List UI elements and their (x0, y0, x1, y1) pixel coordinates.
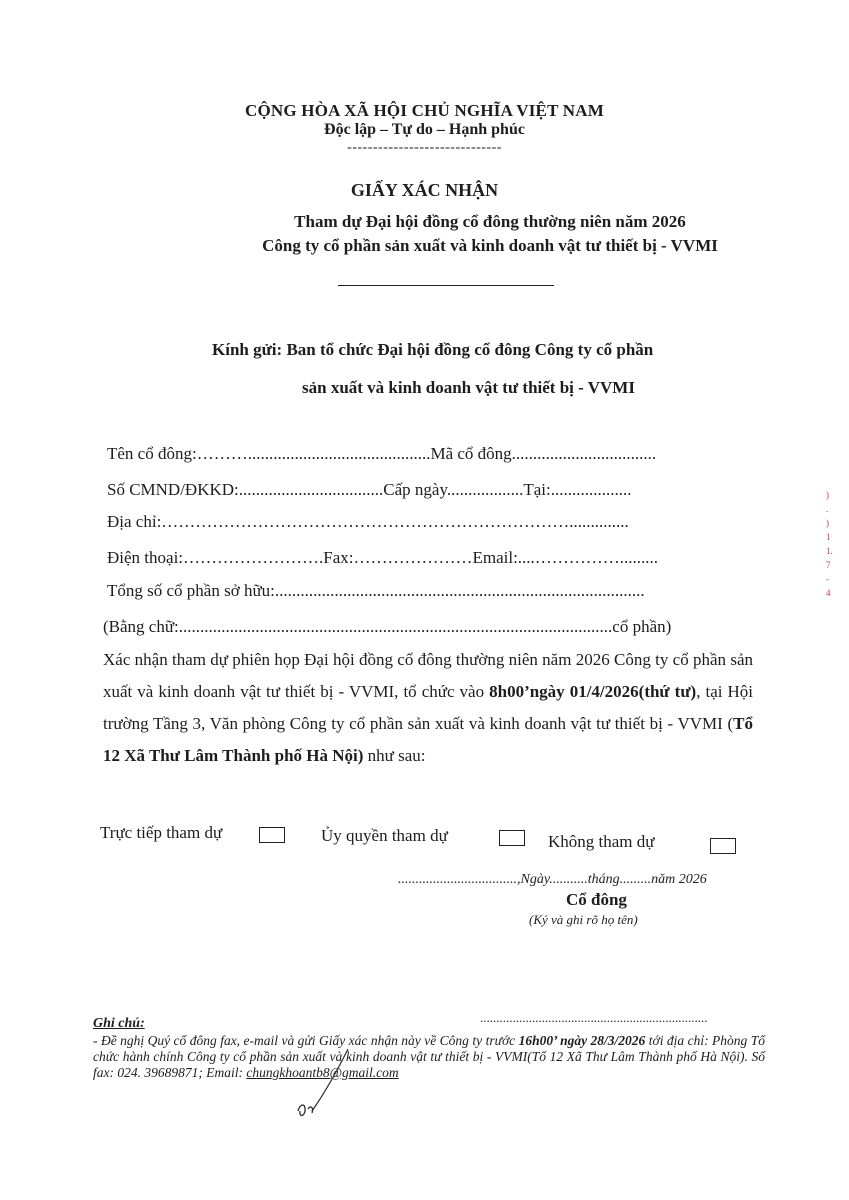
national-motto: Độc lập – Tự do – Hạnh phúc (324, 121, 525, 138)
shareholder-label: Cổ đông (566, 890, 627, 909)
confirmation-text-2: , tại Hội trường Tầng 3, Văn phòng Công ty cổ phần sản xuất và kinh doanh vật tư thiết bị - VVMI ( (103, 682, 753, 733)
ink-mark-icon (290, 1045, 370, 1125)
field-shareholder-name-code[interactable]: Tên cổ đông:………...........................................Mã cổ đông.................................. (107, 444, 657, 463)
note-text-1: - Đề nghị Quý cổ đông fax, e-mail và gửi Giấy xác nhận này về Công ty trước (93, 1033, 519, 1048)
note-text (93, 1033, 765, 1081)
field-total-shares[interactable]: Tổng số cổ phần sở hữu:....................................................................................... (107, 581, 645, 600)
checkbox-not-attend[interactable] (710, 838, 736, 854)
meeting-location: Tổ 12 Xã Thư Lâm Thành phố Hà Nội) (103, 714, 753, 765)
signature-instruction: (Ký và ghi rõ họ tên) (529, 912, 638, 927)
subtitle-company: Công ty cổ phần sản xuất và kinh doanh vật tư thiết bị - VVMI (262, 236, 718, 255)
signature-line[interactable]: ...................................................................... (480, 1010, 708, 1025)
confirmation-text-1: Xác nhận tham dự phiên họp Đại hội đồng cổ đông thường niên năm 2026 Công ty cổ phần sản xuất và kinh doanh vật tư thiết bị - VVMI, tổ chức vào (103, 650, 753, 701)
note-deadline: 16h00’ ngày 28/3/2026 (518, 1033, 646, 1048)
field-address[interactable]: Địa chỉ:……………………………………………………………….............. (107, 512, 629, 531)
option-proxy-label: Ủy quyền tham dự (321, 826, 448, 845)
note-title: Ghi chú: (93, 1016, 145, 1031)
addressee-line-2: sản xuất và kinh doanh vật tư thiết bị - VVMI (302, 378, 635, 397)
checkbox-attend-directly[interactable] (259, 827, 285, 843)
header-separator: ------------------------------ (347, 140, 502, 155)
field-id-issue[interactable]: Số CMND/ĐKKD:..................................Cấp ngày..................Tại:................... (107, 480, 632, 499)
note-email-link[interactable]: chungkhoantb8@gmail.com (246, 1065, 399, 1080)
addressee-line-1: Kính gửi: Ban tổ chức Đại hội đồng cổ đông Công ty cổ phần (212, 340, 654, 359)
field-phone-fax-email[interactable]: Điện thoại:…………………….Fax:…………………Email:....……………......... (107, 548, 659, 567)
option-attend-directly-label: Trực tiếp tham dự (100, 823, 223, 842)
signature-date-line[interactable]: ..................................,Ngày...........tháng.........năm 2026 (398, 872, 707, 887)
confirmation-text-3: như sau: (363, 746, 426, 765)
field-shares-in-words[interactable]: (Bằng chữ:......................................................................................................cổ phần) (103, 617, 672, 636)
meeting-time: 8h00’ngày 01/4/2026(thứ tư) (489, 682, 697, 701)
document-title: GIẤY XÁC NHẬN (350, 180, 499, 200)
republic-title: CỘNG HÒA XÃ HỘI CHỦ NGHĨA VIỆT NAM (245, 101, 604, 120)
option-not-attend-label: Không tham dự (548, 832, 655, 851)
subtitle-meeting: Tham dự Đại hội đồng cổ đông thường niên năm 2026 (294, 212, 686, 231)
confirmation-paragraph (103, 644, 753, 772)
checkbox-proxy[interactable] (499, 830, 525, 846)
title-divider (338, 285, 554, 286)
margin-marks: ) . ) 1 1. 7 - 4 (826, 490, 833, 598)
note-text-2: tới địa chỉ: Phòng Tổ chức hành chính Công ty cổ phần sản xuất và kinh doanh vật tư thiết bị - VVMI(Tổ 12 Xã Thư Lâm Thành phố Hà Nội). Số fax: 024. 39689871; Email: (93, 1033, 765, 1080)
